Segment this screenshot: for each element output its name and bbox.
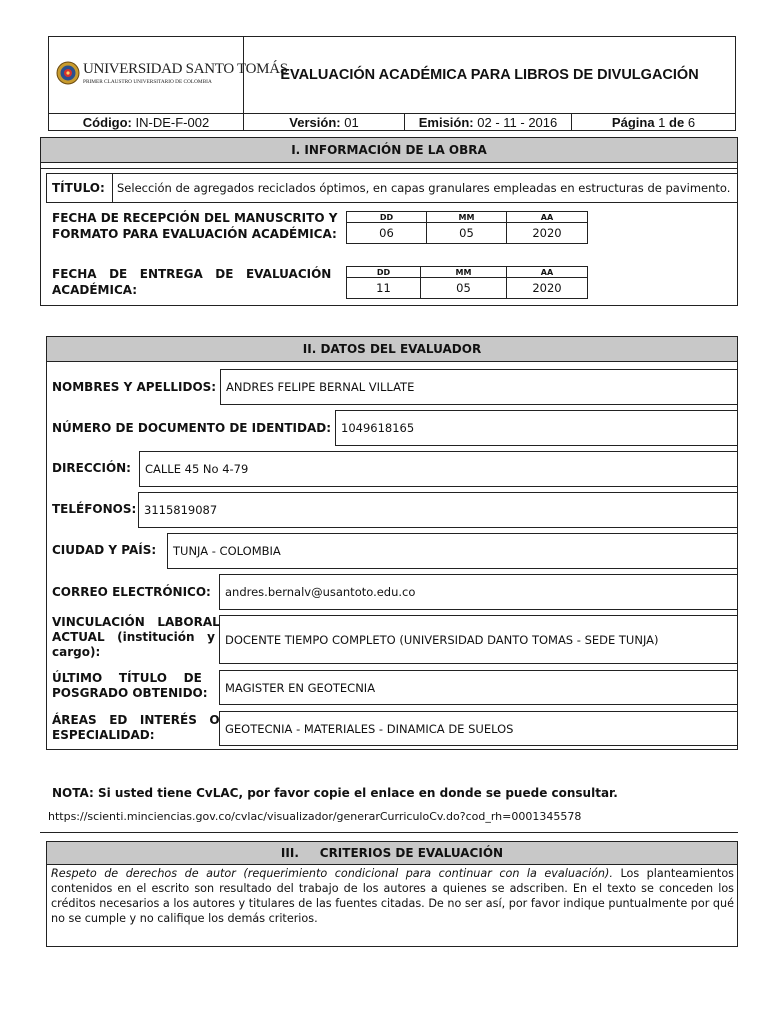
documento-value: 1049618165	[335, 410, 738, 446]
recepcion-date-grid	[346, 211, 588, 244]
logo-subtitle: PRIMER CLAUSTRO UNIVERSITARIO DE COLOMBIA	[83, 79, 212, 85]
emision-cell	[405, 114, 572, 131]
entrega-label-1: FECHA DE ENTREGA DE EVALUACIÓN	[52, 267, 332, 281]
emision-label: Emisión:	[418, 115, 474, 130]
telefonos-value: 3115819087	[138, 492, 738, 528]
divider	[40, 832, 738, 833]
section-3-title: III. CRITERIOS DE EVALUACIÓN	[46, 841, 738, 865]
recepcion-mm-header: MM	[427, 212, 507, 223]
codigo-value: IN-DE-F-002	[135, 115, 210, 130]
nota-text: NOTA: Si usted tiene CvLAC, por favor copie el enlace en donde se puede consultar.	[52, 786, 618, 800]
entrega-dd-value: 11	[347, 278, 421, 298]
section-2-title: II. DATOS DEL EVALUADOR	[46, 336, 738, 362]
entrega-mm-value: 05	[421, 278, 507, 298]
pagina-de: de	[669, 115, 685, 130]
pagina-label: Página	[611, 115, 655, 130]
recepcion-aa-value: 2020	[532, 226, 562, 240]
titulo-posgrado-value: MAGISTER EN GEOTECNIA	[219, 670, 738, 705]
university-seal-icon	[56, 61, 80, 85]
header-table	[48, 36, 736, 131]
nombres-label: NOMBRES Y APELLIDOS:	[52, 380, 217, 394]
recepcion-label-1: FECHA DE RECEPCIÓN DEL MANUSCRITO Y	[52, 211, 338, 225]
recepcion-mm-value: 05	[427, 223, 507, 243]
pagina-cell	[572, 114, 735, 131]
vinculacion-label-line-1: VINCULACIÓN LABORAL	[52, 615, 220, 629]
areas-label-line-2: ESPECIALIDAD:	[52, 728, 155, 742]
criterio-italic: Respeto de derechos de autor (requerimiento condicional para continuar con la evaluación).	[51, 867, 613, 880]
vinculacion-label-line-2: ACTUAL (institución y	[52, 630, 215, 644]
titulo-posgrado-label-line-1: ÚLTIMO TÍTULO DE	[52, 671, 202, 685]
entrega-mm-header: MM	[421, 267, 507, 278]
direccion-value: CALLE 45 No 4-79	[139, 451, 738, 487]
version-label: Versión:	[289, 115, 341, 130]
titulo-label: TÍTULO:	[52, 181, 105, 195]
recepcion-dd-header: DD	[347, 212, 427, 223]
codigo-label: Código:	[82, 115, 132, 130]
entrega-aa-header: AA	[507, 267, 587, 278]
cvlac-link[interactable]: https://scienti.minciencias.gov.co/cvlac/visualizador/generarCurriculoCv.do?cod_rh=0001345578	[48, 810, 582, 823]
entrega-dd-header: DD	[347, 267, 421, 278]
documento-label: NÚMERO DE DOCUMENTO DE IDENTIDAD:	[52, 421, 331, 435]
codigo-cell	[49, 114, 244, 131]
telefonos-label: TELÉFONOS:	[52, 502, 137, 516]
vinculacion-value: DOCENTE TIEMPO COMPLETO (UNIVERSIDAD DANTO TOMAS - SEDE TUNJA)	[219, 615, 738, 664]
ciudad-label: CIUDAD Y PAÍS:	[52, 543, 157, 557]
ciudad-value: TUNJA - COLOMBIA	[167, 533, 738, 569]
version-value: 01	[344, 115, 359, 130]
entrega-aa-value: 2020	[532, 281, 562, 295]
vinculacion-label-line-3: cargo):	[52, 645, 101, 659]
section-1-title: I. INFORMACIÓN DE LA OBRA	[40, 137, 738, 163]
version-cell	[244, 114, 405, 131]
correo-value: andres.bernalv@usantoto.edu.co	[219, 574, 738, 610]
entrega-date-grid	[346, 266, 588, 299]
nombres-value: ANDRES FELIPE BERNAL VILLATE	[220, 369, 738, 405]
titulo-value: Selección de agregados reciclados óptimos, en capas granulares empleadas en estructuras de pavimento.	[117, 181, 731, 195]
areas-label	[52, 713, 220, 743]
document-title: EVALUACIÓN ACADÉMICA PARA LIBROS DE DIVULGACIÓN	[280, 67, 699, 83]
correo-label: CORREO ELECTRÓNICO:	[52, 585, 211, 599]
recepcion-dd-value: 06	[347, 223, 427, 243]
pagina-total: 6	[687, 115, 696, 130]
logo-cell	[49, 37, 288, 113]
direccion-label: DIRECCIÓN:	[52, 461, 131, 475]
vinculacion-label	[52, 615, 220, 660]
logo-wordmark: UNIVERSIDAD SANTO TOMÁS	[83, 61, 288, 77]
entrega-label-2: ACADÉMICA:	[52, 283, 138, 297]
emision-value: 02 - 11 - 2016	[477, 115, 558, 130]
section-3-body	[51, 866, 734, 926]
recepcion-label-2: FORMATO PARA EVALUACIÓN ACADÉMICA:	[52, 227, 337, 241]
areas-value: GEOTECNIA - MATERIALES - DINAMICA DE SUELOS	[219, 711, 738, 746]
criterio-body: Los planteamientos contenidos en el escrito son resultado del trabajo de los autores a quienes se adscriben. En el texto se conceden los créditos necesarios a los autores y titulares de las fuentes citadas. De no ser así, por favor indique puntualmente por qué no se cumple y no califique los demás criterios.	[51, 867, 734, 925]
titulo-posgrado-label	[52, 671, 217, 701]
areas-label-line-1: ÁREAS ED INTERÉS O	[52, 713, 220, 727]
pagina-value: 1	[658, 115, 666, 130]
titulo-posgrado-label-line-2: POSGRADO OBTENIDO:	[52, 686, 208, 700]
recepcion-aa-header: AA	[507, 212, 587, 223]
